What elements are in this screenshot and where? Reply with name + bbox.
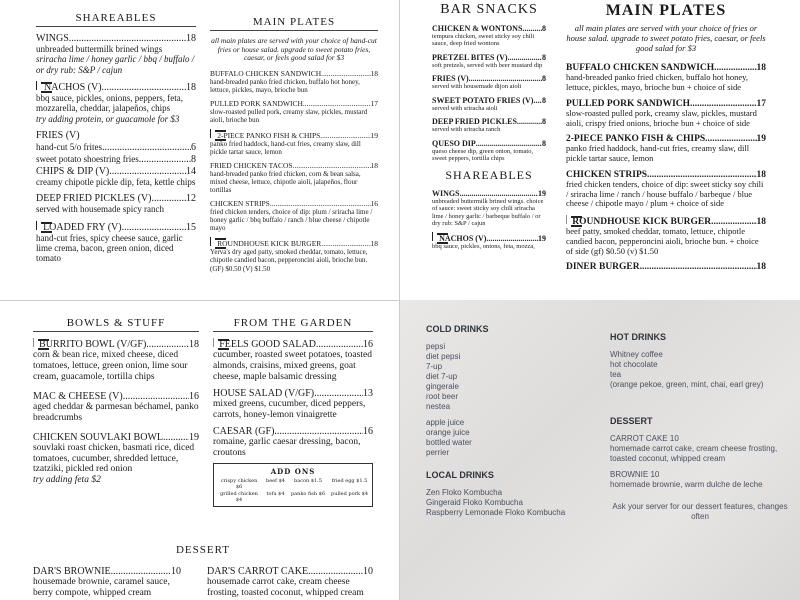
section-title-bowls: BOWLS & STUFF — [66, 317, 166, 329]
menu-item-name: FRIED CHICKEN TACOS — [210, 161, 293, 171]
menu-item-desc: served with sriracha ranch — [432, 126, 501, 134]
menu-item-desc: queso cheese dip, green onion, tomato, sweet peppers, tortilla chips — [432, 147, 534, 163]
menu-item-header — [213, 426, 373, 437]
dot-leader — [486, 234, 538, 243]
menu-item-header — [210, 69, 378, 78]
addon-item: tofu $4 — [266, 491, 285, 498]
menu-item-header — [33, 432, 199, 443]
cold-drink-item: nestea — [426, 402, 451, 411]
dessert-desc: homemade brownie, warm dulche de leche — [610, 480, 763, 489]
menu-item-price: 19 — [538, 233, 546, 243]
menu-item-header — [432, 24, 546, 33]
dessert-name: CARROT CAKE 10 — [610, 434, 679, 443]
menu-photo-drinks — [400, 300, 800, 600]
menu-item-desc: hand-breaded panko fried chicken, buffalo hot honey, lettuce, pickles, mayo, brioche bun + choice of side — [566, 72, 748, 93]
menu-item-price: 19 — [538, 188, 546, 198]
cold-drink-item: root beer — [426, 392, 459, 401]
menu-item-name: BUFFALO CHICKEN SANDWICH — [566, 63, 715, 74]
menu-item-header — [36, 166, 196, 177]
menu-item-name: CAESAR (GF) — [213, 425, 275, 437]
menu-item-price: 6 — [191, 142, 196, 154]
cold-drink-item: apple juice — [426, 418, 465, 427]
dot-leader — [109, 166, 186, 177]
menu-item-header — [432, 189, 546, 198]
menu-item — [210, 99, 378, 124]
menu-item-desc: bbq sauce, pickles, onions, peppers, feta, mozzarella, cheddar, jalapeños, chips — [36, 93, 183, 114]
local-drinks-title: LOCAL DRINKS — [426, 470, 494, 480]
menu-page-shareables-main — [0, 0, 400, 300]
menu-item-desc: sweet potato shoestring fries — [36, 154, 139, 165]
menu-item-desc: slow-roasted pulled pork, creamy slaw, pickles, mustard aioli, brioche bun — [210, 107, 368, 125]
flag-icon — [36, 221, 39, 230]
addon-item: beef $4 — [266, 478, 285, 485]
divider — [33, 331, 199, 332]
main-plates-column — [210, 0, 378, 278]
cold-drinks-section — [426, 324, 596, 518]
menu-item-desc: panko fried haddock, hand-cut fries, creamy slaw, dill pickle tartar sauce, lemon — [566, 143, 750, 164]
menu-item — [566, 134, 766, 164]
menu-item-desc: unbreaded buttermilk brined wings. choice of sauce: sweet sticky soy chili sriracha lime / honey garlic / barbeque buffalo / or dry rub: S&P / cajun — [432, 197, 544, 228]
dot-leader — [517, 117, 542, 126]
dot-leader — [122, 222, 186, 233]
dot-leader — [274, 426, 363, 437]
menu-item-header — [566, 262, 766, 272]
divider — [36, 26, 196, 27]
menu-item-header — [210, 99, 378, 108]
menu-item-name: WINGS — [432, 188, 460, 198]
section-title-dessert: DESSERT — [175, 544, 230, 556]
flag-icon — [210, 129, 213, 138]
dot-leader — [163, 432, 189, 443]
section-title-garden: FROM THE GARDEN — [233, 317, 353, 329]
cold-drink-item: perrier — [426, 448, 450, 457]
menu-item-price: 19 — [370, 131, 378, 141]
menu-item-name: PULLED PORK SANDWICH — [566, 98, 691, 109]
menu-item — [210, 69, 378, 94]
menu-item-note: try adding protein, or guacamole for $3 — [36, 113, 180, 124]
dessert-footer-note: Ask your server for our dessert features, changes often — [612, 502, 788, 521]
dot-leader — [69, 33, 186, 44]
menu-item — [432, 232, 546, 250]
menu-item-header — [33, 338, 199, 350]
menu-item-header — [210, 161, 378, 170]
menu-item — [36, 166, 196, 187]
menu-item-price: 8 — [191, 154, 196, 166]
menu-item-header — [432, 139, 546, 148]
hot-drink-item: tea — [610, 370, 622, 379]
menu-item-price: 8 — [542, 117, 546, 127]
dot-leader — [508, 53, 542, 62]
menu-item-price: 16 — [363, 425, 373, 437]
menu-item — [566, 215, 766, 256]
menu-item-note: try adding feta $2 — [33, 475, 101, 486]
menu-item-header — [432, 96, 546, 105]
menu-item — [566, 99, 766, 129]
menu-item — [36, 81, 196, 124]
menu-item-price: 19 — [189, 431, 199, 443]
dessert-desc: homemade carrot cake, cream cheese frosting, toasted coconut, whipped cream — [610, 444, 778, 463]
section-title-main-plates-2: MAIN PLATES — [605, 2, 727, 19]
menu-item-name: FRIES (V) — [432, 74, 469, 84]
menu-item — [36, 193, 196, 214]
addons-box — [213, 463, 373, 507]
addon-item: fried egg $1.5 — [331, 478, 368, 485]
cold-drink-item: pepsi — [426, 342, 446, 351]
menu-item-note: sriracha lime / honey garlic / bbq / buffalo / or dry rub: S&P / cajun — [36, 54, 195, 75]
menu-item-name: SWEET POTATO FRIES (V) — [432, 95, 534, 105]
flag-icon — [36, 81, 40, 90]
divider — [210, 30, 378, 31]
menu-item-price: 8 — [542, 24, 546, 33]
dessert-title-2: DESSERT — [610, 416, 653, 426]
menu-item — [432, 96, 546, 112]
menu-item-price: 18 — [370, 161, 378, 171]
flag-icon — [210, 237, 213, 246]
menu-item — [33, 391, 199, 424]
menu-item-header — [432, 53, 546, 62]
menu-item-desc: creamy chipotle pickle dip, feta, kettle chips — [36, 177, 196, 188]
flag-icon — [566, 215, 568, 224]
menu-item — [432, 74, 546, 90]
menu-item — [213, 388, 373, 421]
menu-item-desc: soft pretzels, served with beer mustard dip — [432, 61, 543, 69]
menu-item-header — [33, 566, 181, 577]
section-title-main-plates: MAIN PLATES — [252, 16, 336, 28]
section-title-bar-snacks: BAR SNACKS — [440, 2, 538, 17]
menu-item-name: MAC & CHEESE (V) — [33, 390, 123, 402]
menu-item-price: 10 — [171, 566, 181, 577]
menu-item-name: WINGS — [36, 33, 69, 44]
menu-item-desc: aged cheddar & parmesan béchamel, panko breadcrumbs — [33, 401, 199, 423]
menu-item — [207, 566, 373, 599]
hot-drinks-title: HOT DRINKS — [610, 332, 666, 342]
menu-item-name: LOADED FRY (V) — [43, 221, 122, 233]
cold-drink-item: diet 7-up — [426, 372, 458, 381]
menu-item-price: 10 — [363, 566, 373, 577]
addon-item: crispy chicken $6 — [220, 478, 258, 491]
menu-item-desc: hand-cut fries, spicy cheese sauce, garlic lime crema, bacon, green onion, diced tomato — [36, 232, 183, 264]
local-drink-item: Raspberry Lemonade Floko Kombucha — [426, 508, 566, 517]
dot-leader — [320, 131, 370, 140]
dot-leader — [321, 239, 370, 248]
menu-item — [210, 161, 378, 194]
menu-item — [432, 189, 546, 228]
dot-leader — [123, 391, 189, 402]
dot-leader — [460, 189, 538, 198]
menu-item-price: 19 — [756, 134, 766, 145]
menu-item-name: DINER BURGER — [566, 262, 640, 273]
menu-item-price: 8 — [542, 74, 546, 84]
menu-item — [36, 130, 196, 141]
menu-item-desc: fried chicken tenders, choice of dip: plum / sriracha lime / honey garlic / bbq buffalo / ranch / blue cheese / chipotle mayo — [210, 208, 373, 233]
menu-item-price: 16 — [370, 199, 378, 209]
menu-item-price: 18 — [186, 33, 196, 44]
menu-item-header — [36, 193, 196, 204]
menu-item-name: BURRITO BOWL (V/GF) — [39, 339, 147, 350]
menu-item-header — [36, 154, 196, 165]
menu-item-header — [432, 232, 546, 243]
addon-item: pulled pork $4 — [331, 491, 368, 498]
menu-item-desc: tempura chicken, sweet sticky soy chili sauce, deep fried wontons — [432, 33, 535, 48]
menu-item — [566, 170, 766, 209]
menu-item-name: CHICKEN STRIPS — [566, 169, 648, 180]
menu-item-header — [210, 237, 378, 248]
menu-item-name: NACHOS (V) — [439, 233, 487, 243]
menu-item-header — [213, 338, 373, 350]
menu-item-desc: served with housemade dijon aioli — [432, 83, 522, 91]
dot-leader — [151, 193, 186, 204]
dot-leader — [139, 154, 191, 165]
menu-item-header — [213, 388, 373, 399]
hot-drink-item: Whitney coffee — [610, 350, 663, 359]
hot-drink-item: (orange pekoe, green, mint, chai, earl grey) — [610, 380, 764, 389]
menu-item — [36, 33, 196, 75]
hot-drink-item: hot chocolate — [610, 360, 658, 369]
menu-item — [210, 129, 378, 156]
shareables-column — [36, 0, 196, 270]
menu-item-name: NACHOS (V) — [44, 82, 102, 94]
menu-item-price: 18 — [756, 262, 766, 273]
menu-item-name: PULLED PORK SANDWICH — [210, 98, 303, 108]
menu-item-price: 18 — [370, 239, 378, 249]
menu-item-price: 8 — [542, 52, 546, 62]
menu-item-name: FRIES (V) — [36, 130, 80, 142]
menu-item-desc: served with sriracha aioli — [432, 104, 498, 112]
menu-item-name: ROUNDHOUSE KICK BURGER — [572, 217, 712, 228]
dot-leader — [314, 388, 363, 399]
menu-item-name: 2-PIECE PANKO FISH & CHIPS — [566, 134, 706, 145]
menu-item-header — [432, 117, 546, 126]
menu-item-desc: mixed greens, cucumber, diced peppers, carrots, honey-lemon vinaigrette — [213, 398, 366, 420]
menu-item-header — [432, 74, 546, 83]
flag-icon — [33, 338, 35, 347]
dot-leader — [533, 96, 542, 105]
menu-item — [432, 117, 546, 133]
section-title-shareables-2: SHAREABLES — [445, 167, 533, 182]
menu-item-price: 17 — [370, 98, 378, 108]
menu-item-desc: corn & bean rice, mixed cheese, diced tomatoes, lettuce, green onion, lime sour cream, guacamole, tortilla chips — [33, 350, 188, 382]
menu-page-bowls-garden — [0, 300, 400, 600]
local-drink-item: Zen Floko Kombucha — [426, 488, 503, 497]
menu-item — [36, 221, 196, 264]
menu-item-price: 18 — [186, 82, 196, 94]
menu-item-name: CHICKEN & WONTONS — [432, 24, 523, 33]
menu-item — [213, 426, 373, 459]
local-drink-item: Gingeraid Floko Kombucha — [426, 498, 523, 507]
menu-item — [432, 24, 546, 48]
menu-item-price: 8 — [542, 138, 546, 148]
cold-drink-item: orange juice — [426, 428, 470, 437]
menu-item-name: CHIPS & DIP (V) — [36, 166, 110, 178]
menu-item-name: CHICKEN STRIPS — [210, 199, 270, 209]
menu-item-name: QUESO DIP — [432, 138, 476, 148]
menu-item-desc: cucumber, roasted sweet potatoes, toasted almonds, craisins, mixed greens, goat cheese, maple balsamic dressing — [213, 350, 372, 382]
menu-item-desc: panko fried haddock, hand-cut fries, creamy slaw, dill pickle tartar sauce, lemon — [210, 140, 361, 157]
addons-title: ADD ONS — [270, 467, 316, 477]
menu-item — [36, 154, 196, 165]
menu-item-price: 18 — [756, 63, 766, 74]
dot-leader — [102, 142, 191, 153]
dessert-name: BROWNIE 10 — [610, 470, 660, 479]
bar-snacks-column — [432, 0, 546, 254]
menu-item-header — [36, 221, 196, 233]
menu-item-desc: Yerva's dry aged patty, smoked cheddar, tomato, lettuce, chipotle candied bacon, pepperoncini aioli, brioche bun. (GF) $0.50 (V) $1.50 — [210, 248, 368, 273]
divider — [213, 331, 373, 332]
dot-leader — [321, 69, 370, 78]
menu-item-desc: beef patty, smoked cheddar, tomato, lettuce, chipotle candied bacon, pepperoncini aioli, brioche bun. + choice of side (gf) $0.50 (v) $1.50 — [566, 226, 759, 256]
menu-item — [566, 63, 766, 93]
menu-item-name: ROUNDHOUSE KICK BURGER — [217, 239, 322, 249]
menu-item — [432, 139, 546, 163]
menu-item — [213, 338, 373, 383]
menu-item-header — [210, 129, 378, 140]
dessert-section — [33, 544, 373, 600]
menu-item-price: 12 — [186, 193, 196, 205]
menu-item — [36, 142, 196, 153]
dot-leader — [270, 199, 371, 208]
garden-column — [213, 317, 373, 507]
addon-item: bacon $1.5 — [294, 478, 322, 485]
dot-leader — [146, 339, 189, 350]
menu-item-name: DEEP FRIED PICKLES — [432, 117, 517, 127]
menu-item-desc: housemade carrot cake, cream cheese frosting, toasted coconut, whipped cream — [207, 577, 364, 598]
menu-item-price: 18 — [189, 339, 199, 350]
menu-item-name: HOUSE SALAD (V/GF) — [213, 387, 315, 399]
dot-leader — [308, 566, 363, 577]
menu-item-name: FEELS GOOD SALAD — [219, 339, 316, 350]
menu-item-header — [33, 391, 199, 402]
menu-item — [33, 566, 181, 599]
dot-leader — [476, 139, 542, 148]
addon-item: grilled chicken $4 — [220, 491, 258, 504]
hot-drinks-section — [610, 332, 790, 522]
cold-drink-item: diet pepsi — [426, 352, 461, 361]
menu-item-price: 18 — [756, 169, 766, 180]
cold-drink-item: gingerale — [426, 382, 459, 391]
dot-leader — [469, 74, 542, 83]
menu-item-name: CHICKEN SOUVLAKI BOWL — [33, 431, 163, 443]
menu-item-desc: romaine, garlic caesar dressing, bacon, croutons — [213, 436, 361, 458]
menu-item-name: DAR'S BROWNIE — [33, 566, 111, 577]
cold-drink-item: bottled water — [426, 438, 472, 447]
dot-leader — [293, 161, 371, 170]
dot-leader — [522, 24, 542, 33]
menu-item-price: 18 — [756, 217, 766, 228]
menu-item-desc: souvlaki roast chicken, basmati rice, diced tomatoes, cucumber, shredded lettuce, tzatziki, pickled red onion — [33, 442, 195, 475]
menu-item — [432, 53, 546, 69]
dot-leader — [316, 339, 363, 350]
menu-item — [33, 432, 199, 487]
menu-item-name: DAR'S CARROT CAKE — [207, 566, 309, 577]
menu-item-price: 13 — [363, 387, 373, 399]
menu-item-header — [36, 130, 196, 141]
menu-item-header — [207, 566, 373, 577]
menu-item-price: 8 — [542, 95, 546, 105]
menu-item-name: BUFFALO CHICKEN SANDWICH — [210, 68, 322, 78]
dot-leader — [102, 82, 186, 93]
menu-item-header — [36, 142, 196, 153]
menu-item-desc: bbq sauce, pickles, onions, feta, mozza, — [432, 242, 535, 250]
menu-item-price: 15 — [186, 221, 196, 233]
menu-item-price: 14 — [186, 166, 196, 178]
menu-page-bar-snacks — [400, 0, 800, 300]
cold-drinks-title: COLD DRINKS — [426, 324, 489, 334]
menu-item-price: 18 — [370, 68, 378, 78]
menu-item — [210, 237, 378, 272]
main-plates-intro: all main plates are served with your choice of hand-cut fries or house salad. upgrade to sweet potato fries, caesar, or feels good salad for $3 — [211, 36, 377, 63]
menu-item-desc: hand-breaded panko fried chicken, corn & bean salsa, mixed cheese, lettuce, chipotle aioli, jalapeños, flour tortillas — [210, 170, 361, 195]
menu-item — [566, 262, 766, 272]
menu-item-desc: slow-roasted pulled pork, creamy slaw, pickles, mustard aioli, crispy fried onions, brioche bun + choice of side — [566, 107, 757, 128]
menu-item — [33, 338, 199, 383]
bowls-column — [33, 317, 199, 494]
menu-item-desc: served with housemade spicy ranch — [36, 204, 164, 215]
menu-item — [210, 199, 378, 232]
dot-leader — [640, 262, 757, 272]
menu-item-header — [210, 199, 378, 208]
menu-item-header — [36, 81, 196, 93]
menu-item-header — [36, 33, 196, 44]
flag-icon — [432, 232, 435, 241]
main-plates-column-2 — [566, 0, 766, 278]
dot-leader — [111, 566, 171, 577]
menu-item-desc: hand-cut 5/o frites — [36, 142, 102, 153]
main-plates-intro-2: all main plates are served with your choice of fries or house salad. upgrade to sweet potato fries, caesar, or feels good salad for $3 — [566, 23, 766, 53]
dot-leader — [303, 99, 371, 108]
menu-item-name: PRETZEL BITES (V) — [432, 52, 508, 62]
menu-item-desc: housemade brownie, caramel sauce, berry compote, whipped cream — [33, 577, 170, 598]
menu-item-price: 16 — [363, 339, 373, 350]
menu-item-desc: fried chicken tenders, choice of dip: sweet sticky soy chili / sriracha lime / ranch / house buffalo / barbeque / blue cheese / chipotle mayo / plum + choice of side — [566, 178, 764, 209]
section-title-shareables: SHAREABLES — [75, 12, 157, 24]
flag-icon — [213, 338, 215, 347]
menu-item-price: 17 — [756, 98, 766, 109]
menu-item-desc: hand-breaded panko fried chicken, buffalo hot honey, lettuce, pickles, mayo, brioche bun — [210, 77, 360, 94]
menu-item-name: 2-PIECE PANKO FISH & CHIPS — [217, 131, 321, 141]
menu-item-name: DEEP FRIED PICKLES (V) — [36, 193, 152, 205]
addon-item: panko fish $6 — [290, 491, 326, 498]
menu-item-desc: unbreaded buttermilk brined wings — [36, 44, 163, 54]
menu-item-price: 16 — [189, 390, 199, 402]
cold-drink-item: 7-up — [426, 362, 443, 371]
